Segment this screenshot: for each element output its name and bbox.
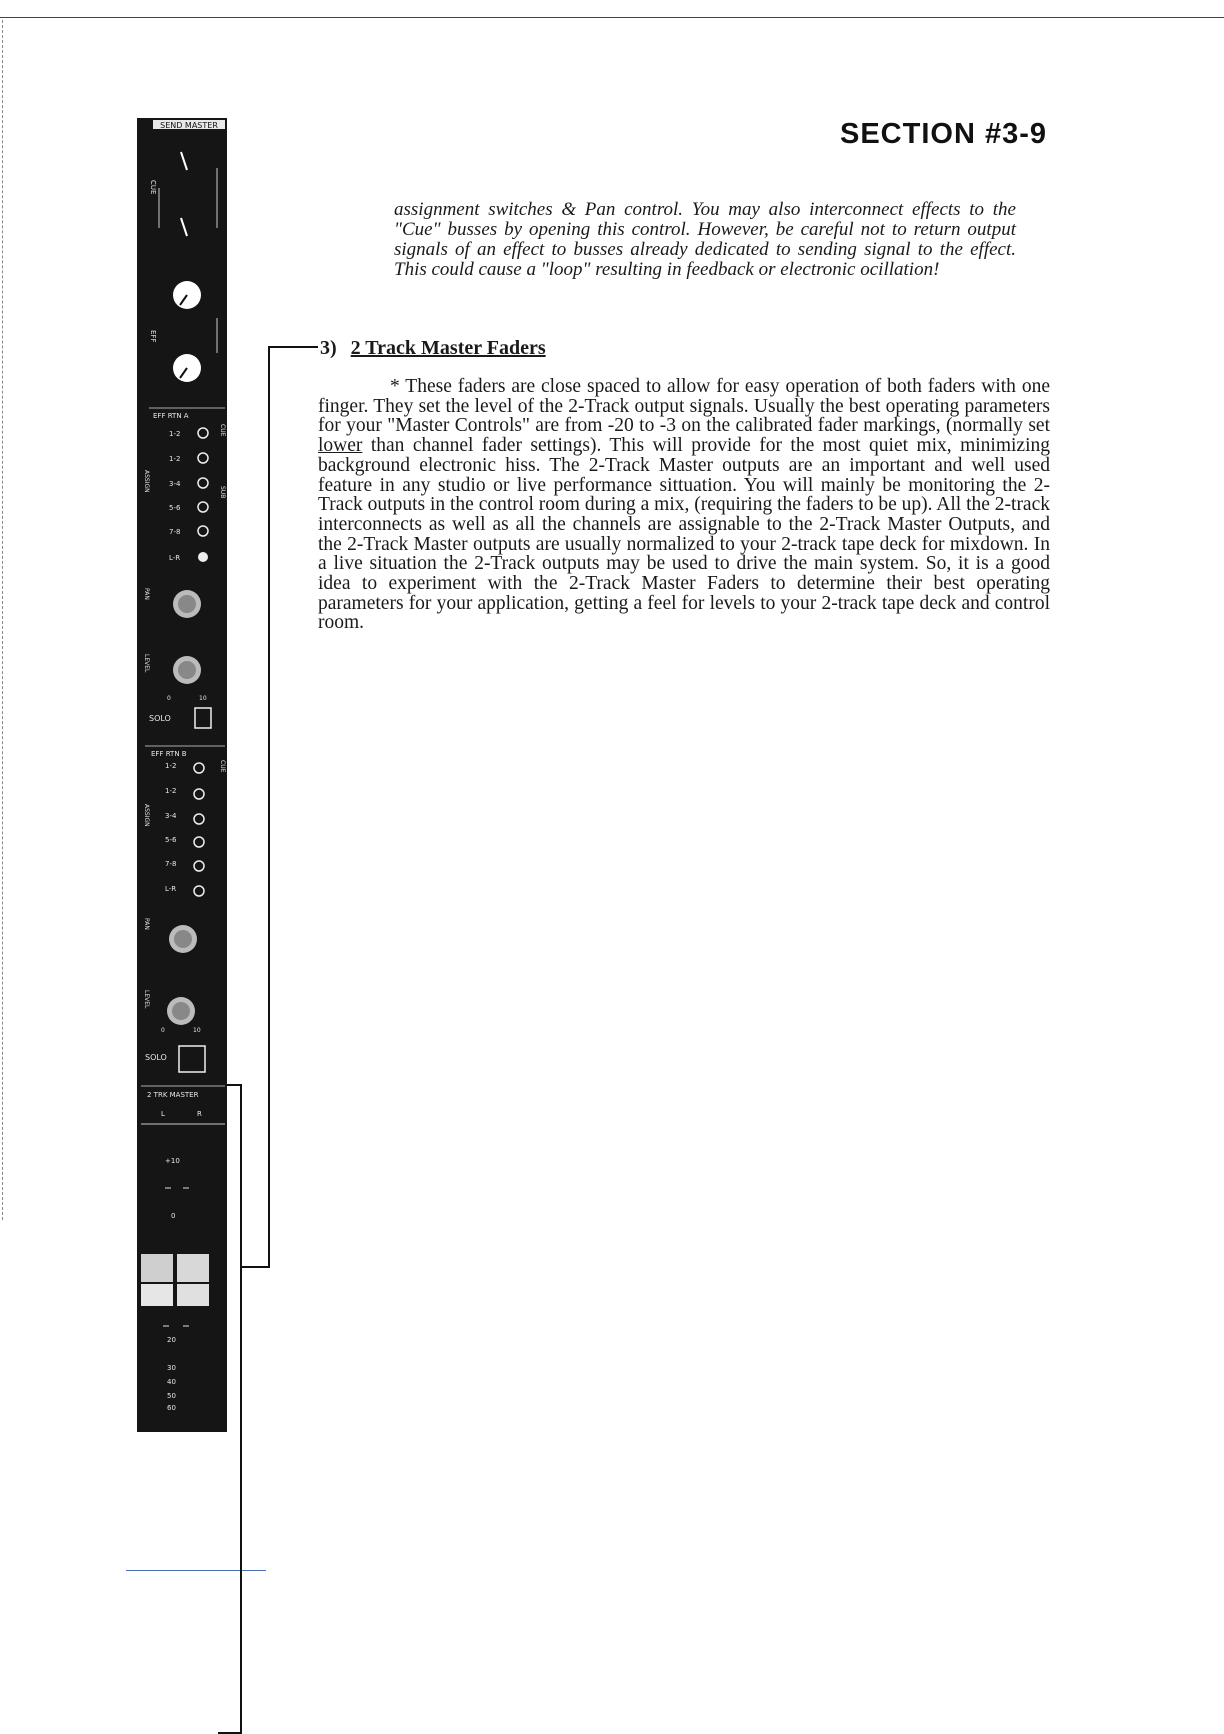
body-paragraph	[318, 377, 1050, 633]
scale-0-a: 0	[167, 695, 171, 702]
assign-b-label-6: L-R	[165, 885, 177, 893]
assign-b-label-5: 7-8	[165, 860, 177, 868]
pan-vertical-b: PAN	[143, 918, 150, 930]
scan-edge-line	[0, 17, 1224, 18]
assign-a-label-4: 5-6	[169, 504, 181, 512]
assign-a-label-1: 1-2	[169, 430, 181, 438]
scale-0-b: 0	[161, 1027, 165, 1034]
assign-b-label-4: 5-6	[165, 836, 177, 844]
body-part-2: than channel fader settings). This will provide for the most quiet mix, minimizing background electronic hiss. The 2-Track Master outputs are an important and well used feature in any studio or live performance sittuation. You will mainly be monitoring the 2-Track outputs in the control room during a mix, (requiring the faders to be up). All the 2-track interconnects as well as all the channels are assignable to the 2-Track Master Outputs, and the 2-Track Master outputs are usually normalized to your 2-track tape deck for mixdown. In a live situation the 2-Track outputs may be used to drive the main system. So, it is a good idea to experiment with the 2-Track Master Faders to determine their best operating parameters for your application, getting a feel for levels to your 2-track tape deck and control room.	[318, 435, 1050, 634]
channel-strip-photo	[137, 118, 227, 1432]
bracket-top	[268, 346, 318, 348]
channel-strip-graphic	[137, 118, 227, 1432]
solo-b-label: SOLO	[145, 1053, 167, 1062]
assign-buttons-b	[165, 762, 204, 896]
assign-a-label-6: L-R	[169, 554, 181, 562]
eff-label: EFF	[149, 330, 157, 343]
section-title: SECTION #3-9	[840, 118, 1047, 150]
fader-scale-60: 60	[167, 1404, 176, 1412]
scan-edge-left	[2, 20, 4, 1220]
eff-rtn-b-label: EFF RTN B	[151, 750, 187, 758]
assign-a-label-2: 1-2	[169, 455, 181, 463]
assign-b-label-1: 1-2	[165, 762, 177, 770]
assign-vertical-a: ASSIGN	[143, 470, 150, 493]
assign-b-label-3: 3-4	[165, 812, 177, 820]
assign-b-label-2: 1-2	[165, 787, 177, 795]
send-master-label: SEND MASTER	[160, 121, 218, 130]
body-part-1: * These faders are close spaced to allow for easy operation of both faders with one finger. They set the level of the 2-Track output signals. Usually the best operating parameters for your "Master Controls" are from -20 to -3 on the calibrated fader markings, (normally set	[318, 376, 1050, 437]
body-underlined-word: lower	[318, 435, 363, 457]
right-label: R	[197, 1110, 202, 1118]
bracket-bottom	[240, 1266, 270, 1268]
level-vertical-b: LEVEL	[143, 990, 150, 1009]
fader-scale-50: 50	[167, 1392, 176, 1400]
level-vertical-a: LEVEL	[143, 654, 150, 673]
cue-vertical-b: CUE	[219, 760, 226, 773]
solo-b-button	[179, 1046, 205, 1072]
scale-10-a: 10	[199, 695, 207, 702]
fader-scale-plus10: +10	[165, 1157, 180, 1165]
heading-number: 3)	[320, 337, 337, 359]
eff-rtn-a-label: EFF RTN A	[153, 412, 189, 420]
fader-scale-30: 30	[167, 1364, 176, 1372]
cue-vertical-a: CUE	[219, 424, 226, 437]
left-label: L	[161, 1110, 165, 1118]
two-trk-master-label: 2 TRK MASTER	[147, 1091, 199, 1099]
solo-a-button	[195, 708, 211, 728]
heading-title: 2 Track Master Faders	[350, 337, 546, 359]
intro-paragraph: assignment switches & Pan control. You may also interconnect effects to the "Cue" busses by opening this control. However, be careful not to return output signals of an effect to busses already dedicated to sending signal to the effect. This could cause a "loop" resulting in feedback or electronic ocillation!	[394, 199, 1016, 280]
fader-left-cap-icon	[141, 1254, 173, 1282]
heading	[320, 337, 546, 360]
sub-vertical-a: SUB	[219, 486, 226, 499]
strip-bracket-vertical	[240, 1084, 242, 1734]
bracket-vertical	[268, 346, 270, 1268]
assign-a-label-5: 7-8	[169, 528, 181, 536]
assign-vertical-b: ASSIGN	[143, 804, 150, 827]
pan-vertical-a: PAN	[143, 588, 150, 600]
assign-buttons-a	[169, 428, 208, 562]
solo-a-label: SOLO	[149, 714, 171, 723]
cue-label: CUE	[149, 180, 157, 195]
fader-scale-40: 40	[167, 1378, 176, 1386]
scan-edge-bottom	[126, 1570, 266, 1571]
fader-scale-20: 20	[167, 1336, 176, 1344]
scale-10-b: 10	[193, 1027, 201, 1034]
fader-right-cap-icon	[177, 1254, 209, 1282]
assign-a-label-3: 3-4	[169, 480, 181, 488]
fader-scale-0: 0	[171, 1212, 176, 1220]
